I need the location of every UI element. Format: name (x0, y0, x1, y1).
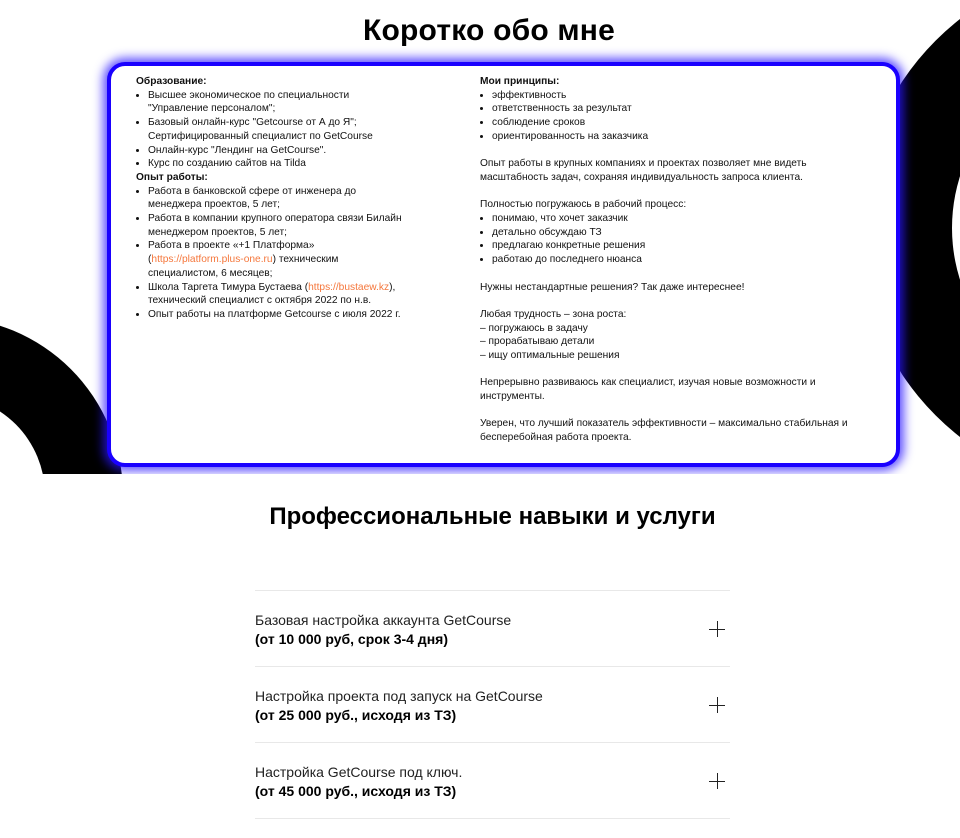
growth-line: – ищу оптимальные решения (480, 350, 620, 361)
accordion-item-price: (от 10 000 руб, срок 3-4 дня) (255, 631, 448, 647)
list-item: • Работа в проекте «+1 Платформа» (https://platform.plus-one.ru) техническим специалистом, 6 месяцев; (148, 239, 411, 280)
list-item: • понимаю, что хочет заказчик (492, 212, 865, 226)
education-list (136, 89, 411, 171)
list-item: • Онлайн-курс "Лендинг на GetCourse". (148, 144, 411, 158)
about-right-column (480, 75, 865, 445)
list-item: • Высшее экономическое по специальности "Управление персоналом"; (148, 89, 411, 116)
accordion-item[interactable] (255, 742, 730, 819)
plus-icon[interactable] (709, 621, 725, 637)
growth-line: – погружаюсь в задачу (480, 322, 588, 334)
list-item: • Курс по созданию сайтов на Tilda (148, 157, 411, 171)
about-left-column (136, 75, 411, 322)
accordion-item[interactable] (255, 666, 730, 742)
process-list (468, 212, 865, 267)
growth-line: – прорабатываю детали (480, 336, 595, 348)
experience-heading: Опыт работы: (136, 171, 208, 183)
development-paragraph: Непрерывно развиваюсь как специалист, изучая новые возможности и инструменты. (480, 377, 816, 403)
bustaew-link[interactable]: https://bustaew.kz (308, 281, 390, 293)
nonstandard-paragraph: Нужны нестандартные решения? Так даже интереснее! (480, 281, 745, 293)
education-heading: Образование: (136, 76, 207, 87)
principles-heading: Мои принципы: (480, 76, 560, 87)
list-item: • эффективность (492, 89, 865, 103)
process-intro: Полностью погружаюсь в рабочий процесс: (480, 199, 687, 211)
list-item: • Работа в банковской сфере от инженера до менеджера проектов, 5 лет; (148, 185, 411, 212)
list-item: • Школа Таргета Тимура Бустаева (https://bustaew.kz), технический специалист с октября 2022 по н.в. (148, 281, 411, 308)
about-title: Коротко обо мне (362, 14, 616, 47)
experience-paragraph: Опыт работы в крупных компаниях и проектах позволяет мне видеть масштабность задач, сохраняя индивидуальность запроса клиента. (480, 158, 807, 183)
skills-title: Профессиональные навыки и услуги (269, 503, 716, 530)
stability-paragraph: Уверен, что лучший показатель эффективности – максимально стабильная и бесперебойная работа проекта. (480, 418, 848, 444)
decorative-ring-left (0, 317, 123, 474)
list-item: • ориентированность на заказчика (492, 130, 865, 144)
plus-icon[interactable] (709, 697, 725, 713)
accordion-item-title: Базовая настройка аккаунта GetCourse (255, 612, 512, 628)
platform-link[interactable]: https://platform.plus-one.ru (151, 254, 273, 266)
plus-icon[interactable] (709, 773, 725, 789)
experience-list (136, 185, 411, 322)
growth-intro: Любая трудность – зона роста: (480, 308, 627, 320)
accordion-item-price: (от 25 000 руб., исходя из ТЗ) (255, 707, 457, 723)
list-item: • Базовый онлайн-курс "Getcourse от А до Я"; Сертифицированный специалист по GetCourse (148, 116, 411, 143)
list-item: • Опыт работы на платформе Getcourse с июля 2022 г. (148, 308, 411, 322)
list-item: • детально обсуждаю ТЗ (492, 226, 865, 240)
accordion-item-title: Настройка проекта под запуск на GetCourse (255, 688, 543, 704)
principles-list (468, 89, 865, 144)
accordion-item[interactable] (255, 590, 730, 666)
list-item: • предлагаю конкретные решения (492, 239, 865, 253)
list-item: • Работа в компании крупного оператора связи Билайн менеджером проектов, 5 лет; (148, 212, 411, 239)
about-card (107, 62, 900, 467)
list-item: • работаю до последнего нюанса (492, 253, 865, 267)
accordion-item-price: (от 45 000 руб., исходя из ТЗ) (255, 783, 457, 799)
list-item: • соблюдение сроков (492, 116, 865, 130)
skills-accordion (255, 590, 730, 819)
list-item: • ответственность за результат (492, 102, 865, 116)
accordion-item-title: Настройка GetCourse под ключ. (255, 764, 463, 780)
